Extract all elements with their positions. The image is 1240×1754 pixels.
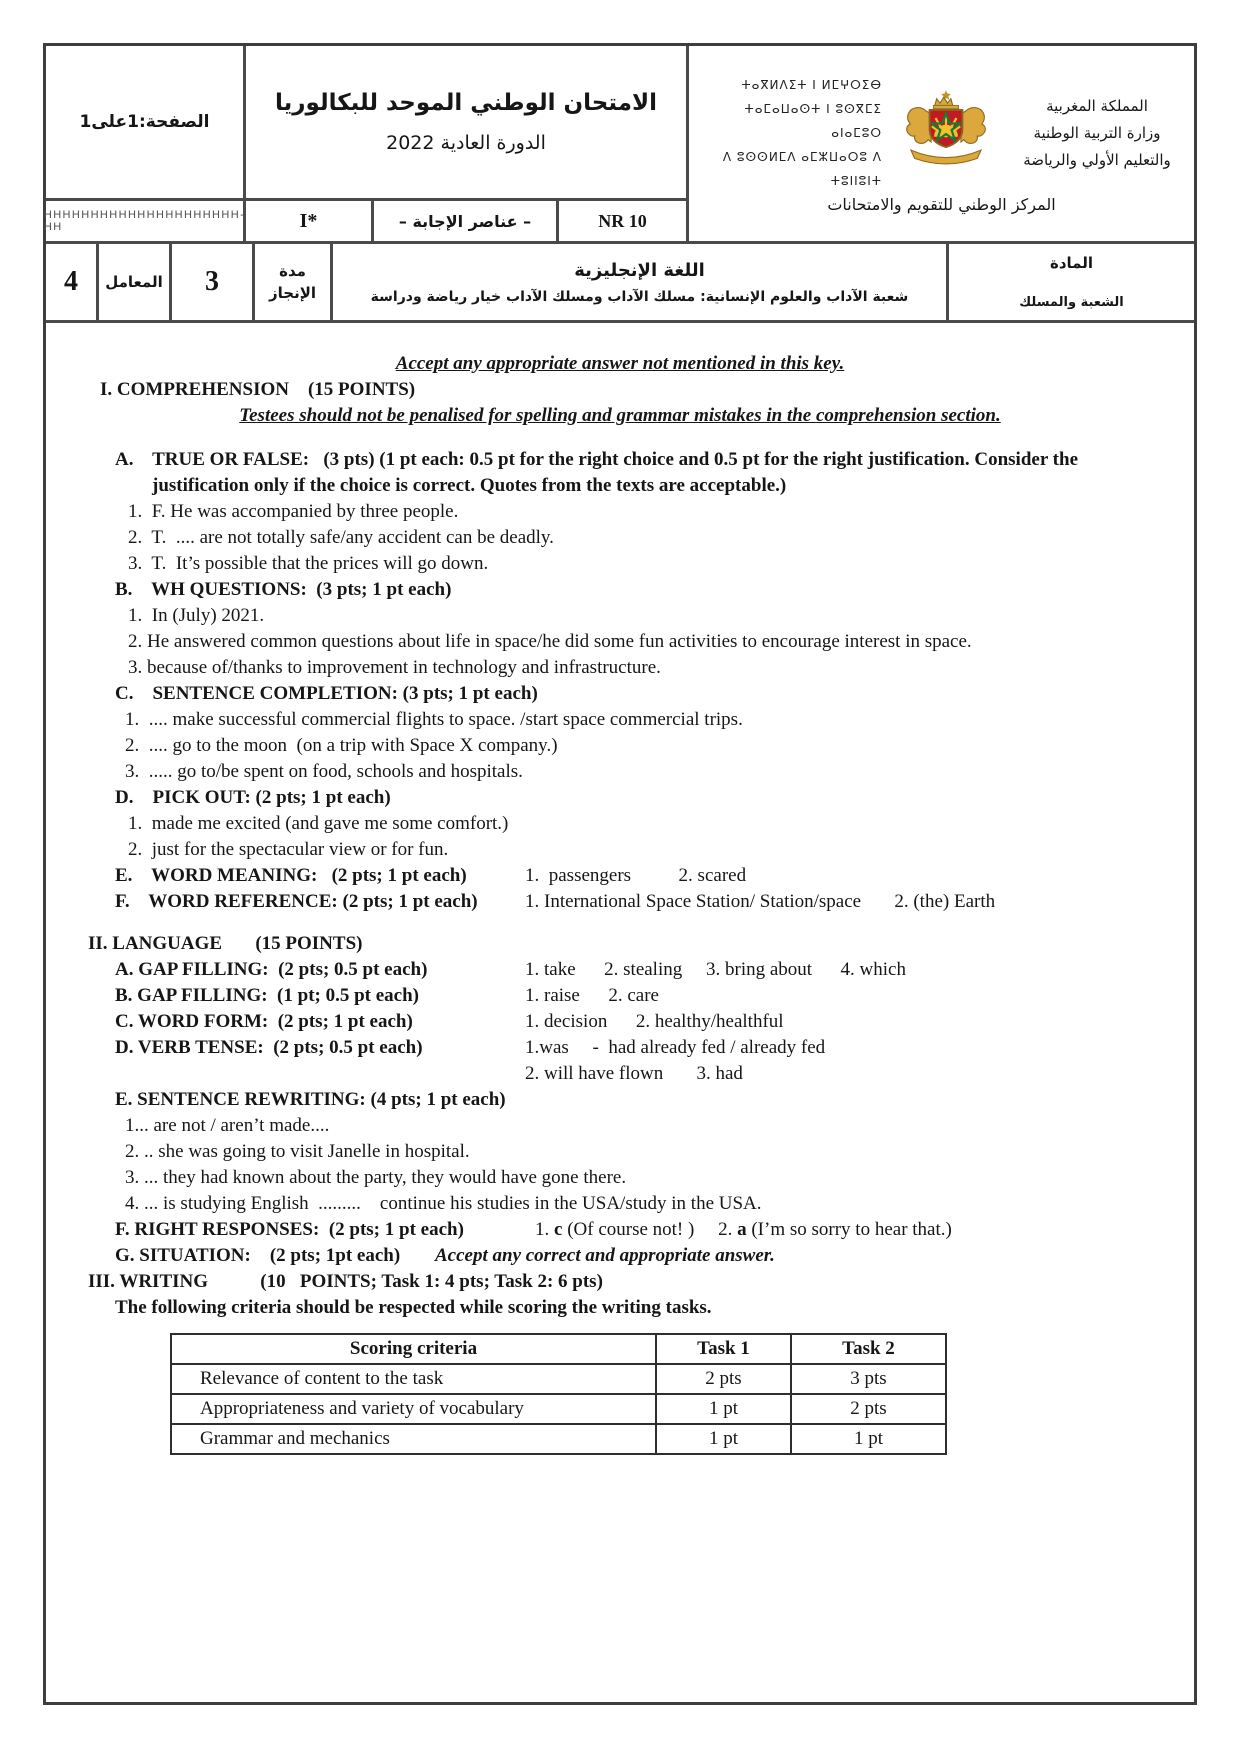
header-middle-row xyxy=(246,201,686,241)
word-meaning-heading: E. WORD MEANING: (2 pts; 1 pt each) xyxy=(115,865,467,886)
ministry-arabic-text xyxy=(1006,93,1188,174)
answer-elements-label: – عناصر الإجابة – xyxy=(374,201,556,241)
duration-label xyxy=(255,244,330,320)
answer-line: 3. because of/thanks to improvement in technology and infrastructure. xyxy=(128,657,661,678)
gap-filling-a-answers: 1. take 2. stealing 3. bring about 4. which xyxy=(525,959,906,980)
tifinagh-line-2: ⵜⴰⵎⴰⵡⴰⵙⵜ ⵏ ⵓⵙⴳⵎⵉ ⴰⵏⴰⵎⵓⵔ xyxy=(744,102,882,140)
pick-out-heading: D. PICK OUT: (2 pts; 1 pt each) xyxy=(115,787,391,808)
verb-tense-answers-2: 2. will have flown 3. had xyxy=(525,1063,743,1084)
subject-cell xyxy=(333,244,946,320)
criteria-cell: Relevance of content to the task xyxy=(171,1364,656,1394)
comprehension-note: Testees should not be penalised for spelling and grammar mistakes in the comprehension section. xyxy=(239,405,1001,426)
kingdom-line: المملكة المغربية xyxy=(1046,96,1148,115)
masking-code: HHHHHHHHHHHHHHHHHHHHH-HH xyxy=(46,201,243,241)
writing-criteria-table xyxy=(170,1333,947,1455)
task1-cell: 1 pt xyxy=(656,1394,791,1424)
verb-tense-line xyxy=(115,1035,1194,1061)
page-number-label: الصفحة:1على1 xyxy=(46,46,243,198)
table-header-row xyxy=(171,1334,946,1364)
answer-line: 1. In (July) 2021. xyxy=(128,605,265,626)
gap-filling-b-line xyxy=(115,983,1194,1009)
right-responses-line xyxy=(115,1217,1194,1243)
top-note: Accept any appropriate answer not mentioned in this key. xyxy=(395,353,845,374)
table-row xyxy=(171,1364,946,1394)
header-table xyxy=(43,46,1194,323)
word-meaning-line xyxy=(115,863,1194,889)
coefficient-label: المعامل xyxy=(99,244,169,320)
exam-center-name: المركز الوطني للتقويم والامتحانات xyxy=(827,195,1056,214)
tifinagh-line-3: ⴷ ⵓⵙⵙⵍⵎⴷ ⴰⵎⵣⵡⴰⵔⵓ ⴷ ⵜⵓⵏⵏⵓⵏⵜ xyxy=(722,150,882,188)
answer-line: 2. T. .... are not totally safe/any accident can be deadly. xyxy=(128,527,554,548)
gap-filling-a-heading: A. GAP FILLING: (2 pts; 0.5 pt each) xyxy=(115,959,428,980)
word-meaning-answers: 1. passengers 2. scared xyxy=(525,865,747,886)
table-header-task1: Task 1 xyxy=(656,1334,791,1364)
right-responses-ans2-choice: a xyxy=(737,1219,747,1240)
spacer xyxy=(46,915,1194,931)
task2-cell: 1 pt xyxy=(791,1424,946,1454)
reference-number: NR 10 xyxy=(559,201,686,241)
coat-of-arms xyxy=(890,89,1002,177)
criteria-cell: Grammar and mechanics xyxy=(171,1424,656,1454)
true-false-heading: A. TRUE OR FALSE: (3 pts) (1 pt each: 0.5 pt for the right choice and 0.5 pt for the right justification. Consider the justification only if the choice is correct. Quotes from the texts are acceptable.) xyxy=(115,449,1083,496)
exam-session: الدورة العادية 2022 xyxy=(386,132,546,154)
subject-labels-cell xyxy=(949,244,1194,320)
subject-info-row xyxy=(46,244,1194,320)
duration-label-line2: الإنجاز xyxy=(268,284,317,302)
answer-line: 1. .... make successful commercial flights to space. /start space commercial trips. xyxy=(125,709,743,730)
criteria-cell: Appropriateness and variety of vocabulary xyxy=(171,1394,656,1424)
verb-tense-answers-1: 1.was - had already fed / already fed xyxy=(525,1037,826,1058)
task1-cell: 2 pts xyxy=(656,1364,791,1394)
table-row xyxy=(171,1424,946,1454)
word-form-answers: 1. decision 2. healthy/healthful xyxy=(525,1011,784,1032)
gap-filling-b-heading: B. GAP FILLING: (1 pt; 0.5 pt each) xyxy=(115,985,419,1006)
exam-title-cell xyxy=(246,46,686,198)
table-header-criteria: Scoring criteria xyxy=(171,1334,656,1364)
situation-heading: G. SITUATION: (2 pts; 1pt each) xyxy=(115,1245,401,1266)
answer-line: 3. T. It’s possible that the prices will go down. xyxy=(128,553,489,574)
answer-line: 2. .... go to the moon (on a trip with Space X company.) xyxy=(125,735,558,756)
task2-cell: 3 pts xyxy=(791,1364,946,1394)
subject-name: اللغة الإنجليزية xyxy=(574,259,705,281)
answer-line: 1. made me excited (and gave me some comfort.) xyxy=(128,813,509,834)
answer-key-body xyxy=(46,323,1194,1455)
right-responses-ans2-text: (I’m so sorry to hear that.) xyxy=(746,1219,952,1240)
wh-questions-heading: B. WH QUESTIONS: (3 pts; 1 pt each) xyxy=(115,579,452,600)
word-form-heading: C. WORD FORM: (2 pts; 1 pt each) xyxy=(115,1011,413,1032)
tifinagh-line-1: ⵜⴰⴳⵍⴷⵉⵜ ⵏ ⵍⵎⵖⵔⵉⴱ xyxy=(741,78,882,92)
branch-name: شعبة الآداب والعلوم الإنسانية: مسلك الآداب ومسلك الآداب خيار رياضة ودراسة xyxy=(370,288,909,305)
word-reference-heading: F. WORD REFERENCE: (2 pts; 1 pt each) xyxy=(115,891,478,912)
exam-title: الامتحان الوطني الموحد للبكالوريا xyxy=(275,90,657,116)
situation-line xyxy=(115,1243,1194,1269)
right-responses-heading: F. RIGHT RESPONSES: (2 pts; 1 pt each) xyxy=(115,1219,464,1240)
gap-filling-b-answers: 1. raise 2. care xyxy=(525,985,659,1006)
ministry-line-2: والتعليم الأولي والرياضة xyxy=(1023,150,1171,169)
duration-label-line1: مدة xyxy=(279,261,306,280)
ministry-line-1: وزارة التربية الوطنية xyxy=(1033,123,1161,142)
task1-cell: 1 pt xyxy=(656,1424,791,1454)
answer-line: 2. .. she was going to visit Janelle in hospital. xyxy=(125,1141,470,1162)
answer-line: 3. ..... go to/be spent on food, schools and hospitals. xyxy=(125,761,523,782)
paper-code: I* xyxy=(246,201,371,241)
sentence-rewriting-heading: E. SENTENCE REWRITING: (4 pts; 1 pt each) xyxy=(115,1089,506,1110)
right-responses-ans1-choice: c xyxy=(554,1219,563,1240)
answer-line: 2. He answered common questions about life in space/he did some fun activities to encourage interest in space. xyxy=(128,631,972,652)
answer-line: 1. F. He was accompanied by three people. xyxy=(128,501,459,522)
answer-line: 4. ... is studying English ......... continue his studies in the USA/study in the USA. xyxy=(125,1193,762,1214)
word-reference-line xyxy=(115,889,1194,915)
word-reference-answers: 1. International Space Station/ Station/space 2. (the) Earth xyxy=(525,891,996,912)
page-frame xyxy=(43,43,1197,1705)
writing-title: III. WRITING (10 POINTS; Task 1: 4 pts; Task 2: 6 pts) xyxy=(88,1271,603,1292)
subject-label: المادة xyxy=(1050,254,1094,272)
right-responses-ans1-text: (Of course not! ) xyxy=(562,1219,719,1240)
table-row xyxy=(171,1394,946,1424)
sentence-completion-heading: C. SENTENCE COMPLETION: (3 pts; 1 pt each) xyxy=(115,683,538,704)
language-title: II. LANGUAGE (15 POINTS) xyxy=(88,933,363,954)
right-responses-ans2-num: 2. xyxy=(718,1219,738,1240)
table-header-task2: Task 2 xyxy=(791,1334,946,1364)
word-form-line xyxy=(115,1009,1194,1035)
branch-label: الشعبة والمسلك xyxy=(1019,295,1124,310)
task2-cell: 2 pts xyxy=(791,1394,946,1424)
coefficient-value: 4 xyxy=(46,244,96,320)
answer-line: 3. ... they had known about the party, they would have gone there. xyxy=(125,1167,627,1188)
answer-line: 2. just for the spectacular view or for fun. xyxy=(128,839,449,860)
duration-value: 3 xyxy=(172,244,252,320)
writing-note: The following criteria should be respected while scoring the writing tasks. xyxy=(115,1297,712,1318)
verb-tense-heading: D. VERB TENSE: (2 pts; 0.5 pt each) xyxy=(115,1037,423,1058)
situation-note: Accept any correct and appropriate answer. xyxy=(435,1245,775,1266)
comprehension-title: I. COMPREHENSION (15 POINTS) xyxy=(100,379,416,400)
gap-filling-a-line xyxy=(115,957,1194,983)
ministry-logo-row xyxy=(695,73,1188,193)
ministry-logo-cell xyxy=(689,46,1194,241)
answer-line: 1... are not / aren’t made.... xyxy=(125,1115,330,1136)
tifinagh-text xyxy=(695,73,886,193)
right-responses-ans1-num: 1. xyxy=(535,1219,554,1240)
spacer xyxy=(46,429,1194,447)
